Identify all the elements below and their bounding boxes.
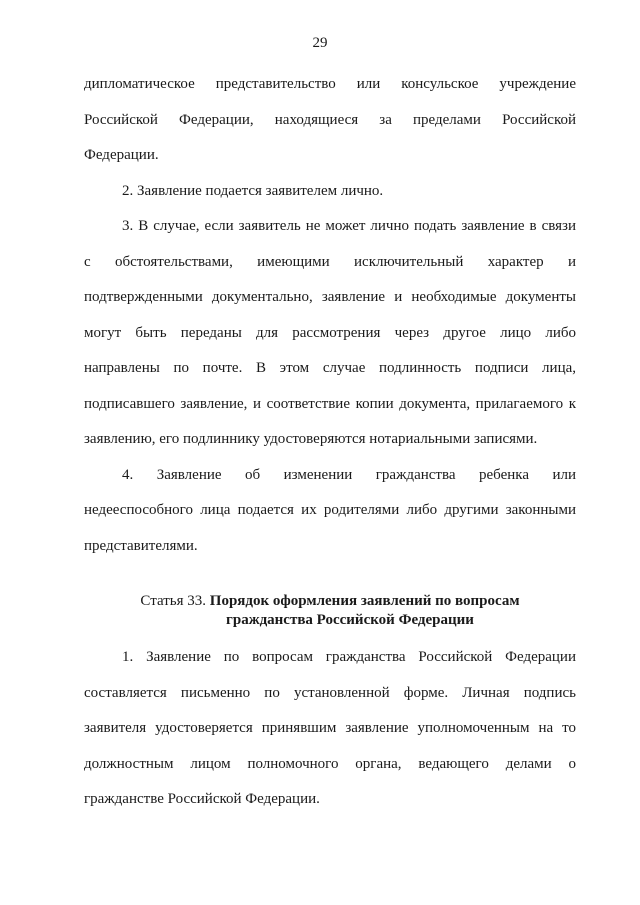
body-text-bottom (84, 640, 576, 818)
text-line: дипломатическое представительство или консульское учреждение (84, 76, 576, 92)
article-heading-line-1 (84, 592, 576, 611)
text-line: 2. Заявление подается заявителем лично. (122, 182, 384, 199)
article-title-part-2: гражданства Российской Федерации (226, 612, 474, 628)
paragraph-item-3 (84, 209, 576, 458)
text-line: с обстоятельствами, имеющими исключительный характер и (84, 253, 576, 270)
text-line: недееспособного лица подается их родителями либо другими законными (84, 502, 576, 518)
body-text-top (84, 67, 576, 564)
paragraph-article-33-item-1 (84, 640, 576, 818)
paragraph-item-4 (84, 458, 576, 565)
text-line: заявлению, его подлиннику удостоверяются нотариальными записями. (84, 431, 538, 447)
text-line: Российской Федерации, находящиеся за пределами Российской (84, 111, 576, 128)
text-line: 1. Заявление по вопросам гражданства Российской Федерации (122, 649, 576, 665)
paragraph-continuation (84, 67, 576, 174)
text-line: 4. Заявление об изменении гражданства ребенка или (122, 466, 576, 483)
text-line: 3. В случае, если заявитель не может лично подать заявление в связи (122, 218, 576, 234)
text-line: направлены по почте. В этом случае подлинность подписи лица, (84, 360, 576, 376)
text-line: гражданстве Российской Федерации. (84, 791, 320, 807)
text-line: представителями. (84, 537, 198, 554)
text-line: могут быть переданы для рассмотрения через другое лицо либо (84, 324, 576, 341)
text-line: Федерации. (84, 147, 159, 163)
text-line: должностным лицом полномочного органа, ведающего делами о (84, 755, 576, 772)
paragraph-item-2 (84, 174, 576, 210)
article-prefix: Статья 33. (140, 593, 207, 609)
text-line: составляется письменно по установленной форме. Личная подпись (84, 684, 576, 701)
page-number: 29 (312, 35, 328, 51)
text-line: подписавшего заявление, и соответствие копии документа, прилагаемого к (84, 395, 576, 412)
article-heading (84, 592, 576, 630)
text-line: заявителя удостоверяется принявшим заявление уполномоченным на то (84, 720, 576, 736)
article-title-part-1: Порядок оформления заявлений по вопросам (209, 593, 520, 609)
text-line: подтвержденными документально, заявление и необходимые документы (84, 289, 576, 305)
